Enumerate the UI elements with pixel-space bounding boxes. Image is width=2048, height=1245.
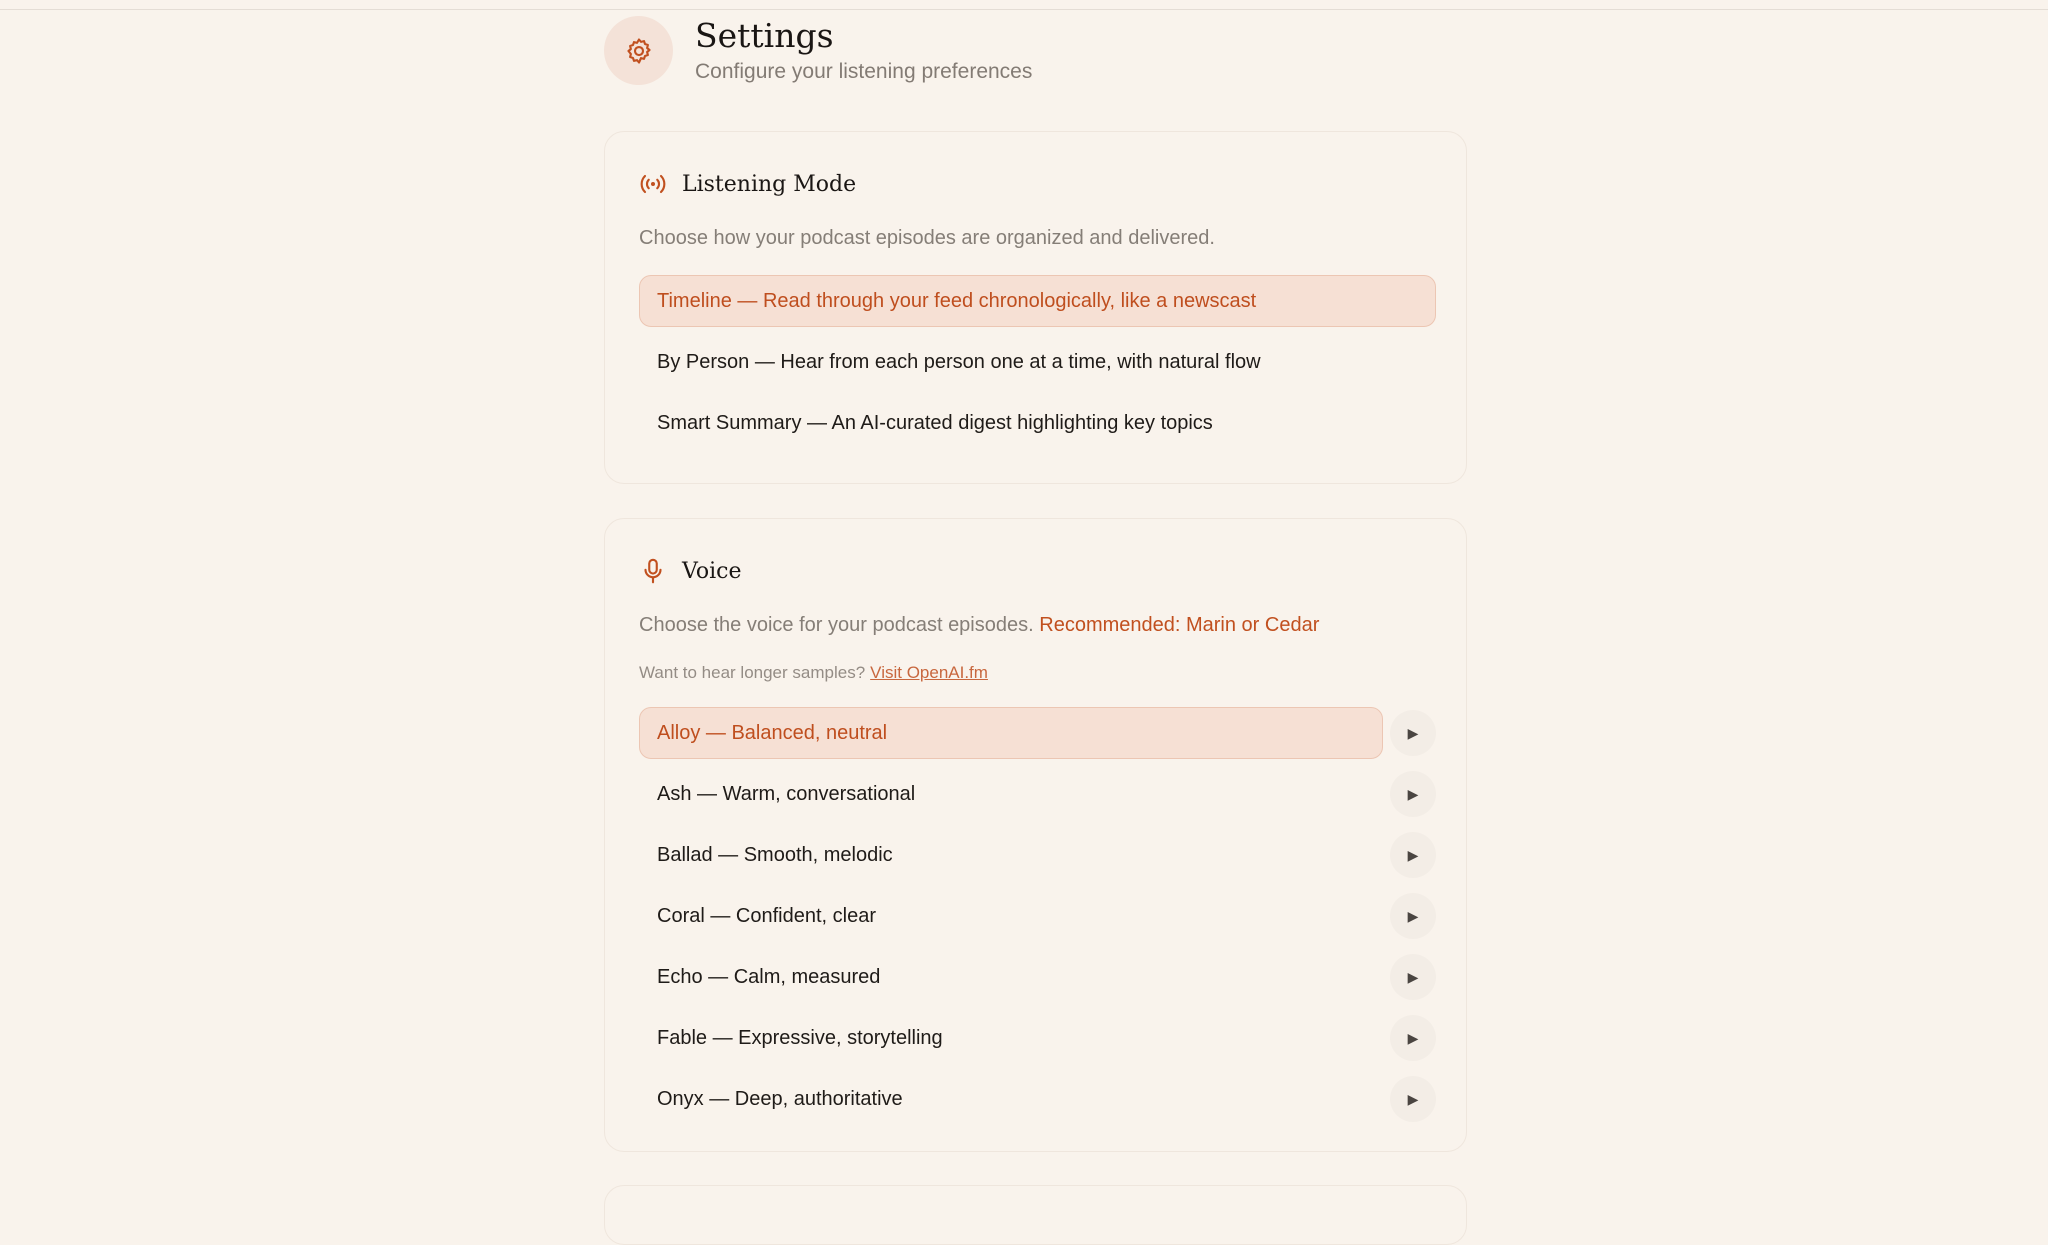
- option-label: Smart Summary — An AI-curated digest highlighting key topics: [657, 411, 1213, 434]
- listening-mode-title: Listening Mode: [682, 171, 857, 197]
- voice-description: [639, 611, 1319, 639]
- voice-card: [604, 518, 1467, 1152]
- listening-option-by-person[interactable]: [639, 336, 1436, 388]
- voice-option-fable[interactable]: [639, 1012, 1383, 1064]
- play-icon: ▶: [1407, 724, 1419, 741]
- page-title: Settings: [695, 16, 834, 55]
- microphone-icon: [638, 556, 668, 586]
- play-sample-button-fable[interactable]: [1390, 1015, 1436, 1061]
- voice-description-text: Choose the voice for your podcast episodes.: [639, 614, 1034, 636]
- option-label: Timeline — Read through your feed chronologically, like a newscast: [657, 289, 1257, 312]
- option-label: Fable — Expressive, storytelling: [657, 1026, 943, 1049]
- voice-option-alloy[interactable]: [639, 707, 1383, 759]
- broadcast-icon: [638, 169, 668, 199]
- play-icon: ▶: [1407, 846, 1419, 863]
- voice-recommendation: Recommended: Marin or Cedar: [1039, 614, 1320, 636]
- voice-option-ash[interactable]: [639, 768, 1383, 820]
- listening-mode-header: [638, 166, 856, 202]
- play-icon: ▶: [1407, 785, 1419, 802]
- play-sample-button-ballad[interactable]: [1390, 832, 1436, 878]
- listening-mode-card: [604, 131, 1467, 484]
- openai-fm-link[interactable]: Visit OpenAI.fm: [870, 663, 988, 682]
- option-label: Echo — Calm, measured: [657, 965, 881, 988]
- option-label: Ash — Warm, conversational: [657, 782, 916, 805]
- voice-option-onyx[interactable]: [639, 1073, 1383, 1125]
- play-sample-button-onyx[interactable]: [1390, 1076, 1436, 1122]
- voice-hint: [639, 661, 988, 685]
- play-icon: ▶: [1407, 1029, 1419, 1046]
- listening-mode-description: Choose how your podcast episodes are organized and delivered.: [639, 227, 1215, 249]
- voice-option-coral[interactable]: [639, 890, 1383, 942]
- option-label: Alloy — Balanced, neutral: [657, 721, 888, 744]
- page-header: [604, 16, 1469, 86]
- play-icon: ▶: [1407, 968, 1419, 985]
- voice-option-ballad[interactable]: [639, 829, 1383, 881]
- top-divider: [0, 9, 2048, 10]
- play-icon: ▶: [1407, 907, 1419, 924]
- page-subtitle: Configure your listening preferences: [695, 60, 1033, 83]
- option-label: By Person — Hear from each person one at a time, with natural flow: [657, 350, 1261, 373]
- voice-hint-text: Want to hear longer samples?: [639, 663, 866, 682]
- play-sample-button-coral[interactable]: [1390, 893, 1436, 939]
- option-label: Onyx — Deep, authoritative: [657, 1087, 903, 1110]
- listening-option-timeline[interactable]: [639, 275, 1436, 327]
- listening-option-smart-summary[interactable]: [639, 397, 1436, 449]
- voice-title: Voice: [682, 558, 742, 584]
- play-sample-button-alloy[interactable]: [1390, 710, 1436, 756]
- play-sample-button-ash[interactable]: [1390, 771, 1436, 817]
- option-label: Coral — Confident, clear: [657, 904, 876, 927]
- next-settings-card: [604, 1185, 1467, 1245]
- voice-option-echo[interactable]: [639, 951, 1383, 1003]
- option-label: Ballad — Smooth, melodic: [657, 843, 893, 866]
- voice-header: [638, 553, 742, 589]
- play-icon: ▶: [1407, 1090, 1419, 1107]
- gear-icon: [624, 36, 654, 66]
- play-sample-button-echo[interactable]: [1390, 954, 1436, 1000]
- settings-badge: [604, 16, 673, 85]
